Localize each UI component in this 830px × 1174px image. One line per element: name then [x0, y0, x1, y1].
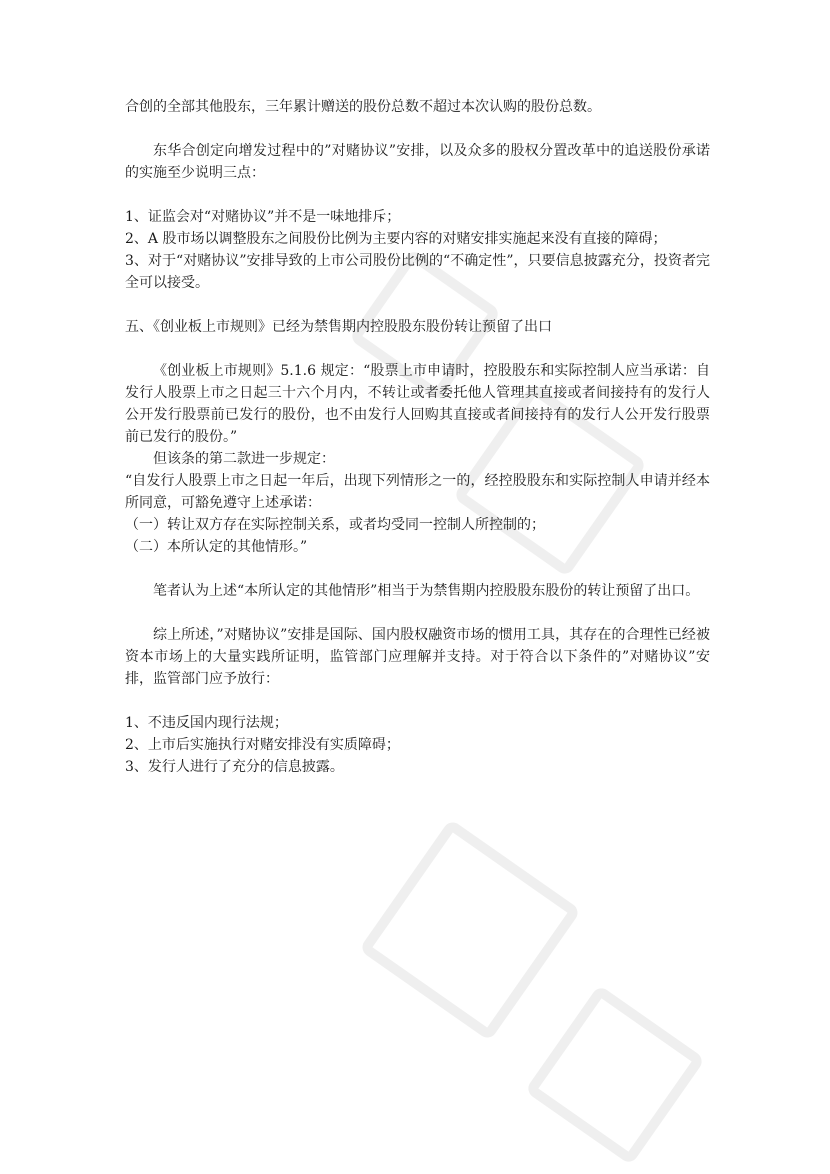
document-body [125, 96, 710, 778]
paragraph: 笔者认为上述“本所认定的其他情形”相当于为禁售期内控股股东股份的转让预留了出口。 [153, 583, 700, 599]
paragraph-gap [125, 184, 710, 206]
paragraph: 2、上市后实施执行对赌安排没有实质障碍； [125, 737, 400, 753]
paragraph: （二）本所认定的其他情形。” [125, 539, 308, 555]
paragraph: “自发行人股票上市之日起一年后，出现下列情形之一的，经控股股东和实际控制人申请并经本所同意，可豁免遵守上述承诺： [125, 473, 710, 511]
paragraph: 2、A 股市场以调整股东之间股份比例为主要内容的对赌安排实施起来没有直接的障碍； [125, 231, 667, 247]
paragraph: 东华合创定向增发过程中的”对赌协议”安排，以及众多的股权分置改革中的追送股份承诺的实施至少说明三点： [125, 143, 710, 181]
paragraph: （一）转让双方存在实际控制关系，或者均受同一控制人所控制的； [125, 517, 545, 533]
paragraph-gap [125, 690, 710, 712]
paragraph: 但该条的第二款进一步规定： [153, 451, 335, 467]
paragraph: 3、发行人进行了充分的信息披露。 [125, 759, 344, 775]
paragraph: 3、对于“对赌协议”安排导致的上市公司股份比例的“不确定性”，只要信息披露充分，投资者完全可以接受。 [125, 253, 710, 291]
paragraph-gap [125, 294, 710, 316]
paragraph-gap [125, 602, 710, 624]
paragraph: 《创业板上市规则》5.1.6 规定：“股票上市申请时，控股股东和实际控制人应当承诺：自发行人股票上市之日起三十六个月内，不转让或者委托他人管理其直接或者间接持有的发行人公开发行股票前已发行的股份，也不由发行人回购其直接或者间接持有的发行人公开发行股票前已发行的股份。” [125, 363, 710, 445]
paragraph: 综上所述，”对赌协议”安排是国际、国内股权融资市场的惯用工具，其存在的合理性已经被资本市场上的大量实践所证明，监管部门应理解并支持。对于符合以下条件的”对赌协议”安排，监管部门应予放行： [125, 627, 710, 687]
paragraph-gap [125, 338, 710, 360]
paragraph: 五、《创业板上市规则》已经为禁售期内控股股东股份转让预留了出口 [125, 319, 552, 335]
paragraph: 1、证监会对“对赌协议”并不是一味地排斥； [125, 209, 401, 225]
paragraph: 1、不违反国内现行法规； [125, 715, 288, 731]
paragraph: 合创的全部其他股东，三年累计赠送的股份总数不超过本次认购的股份总数。 [125, 99, 601, 115]
paragraph-gap [125, 118, 710, 140]
paragraph-gap [125, 558, 710, 580]
